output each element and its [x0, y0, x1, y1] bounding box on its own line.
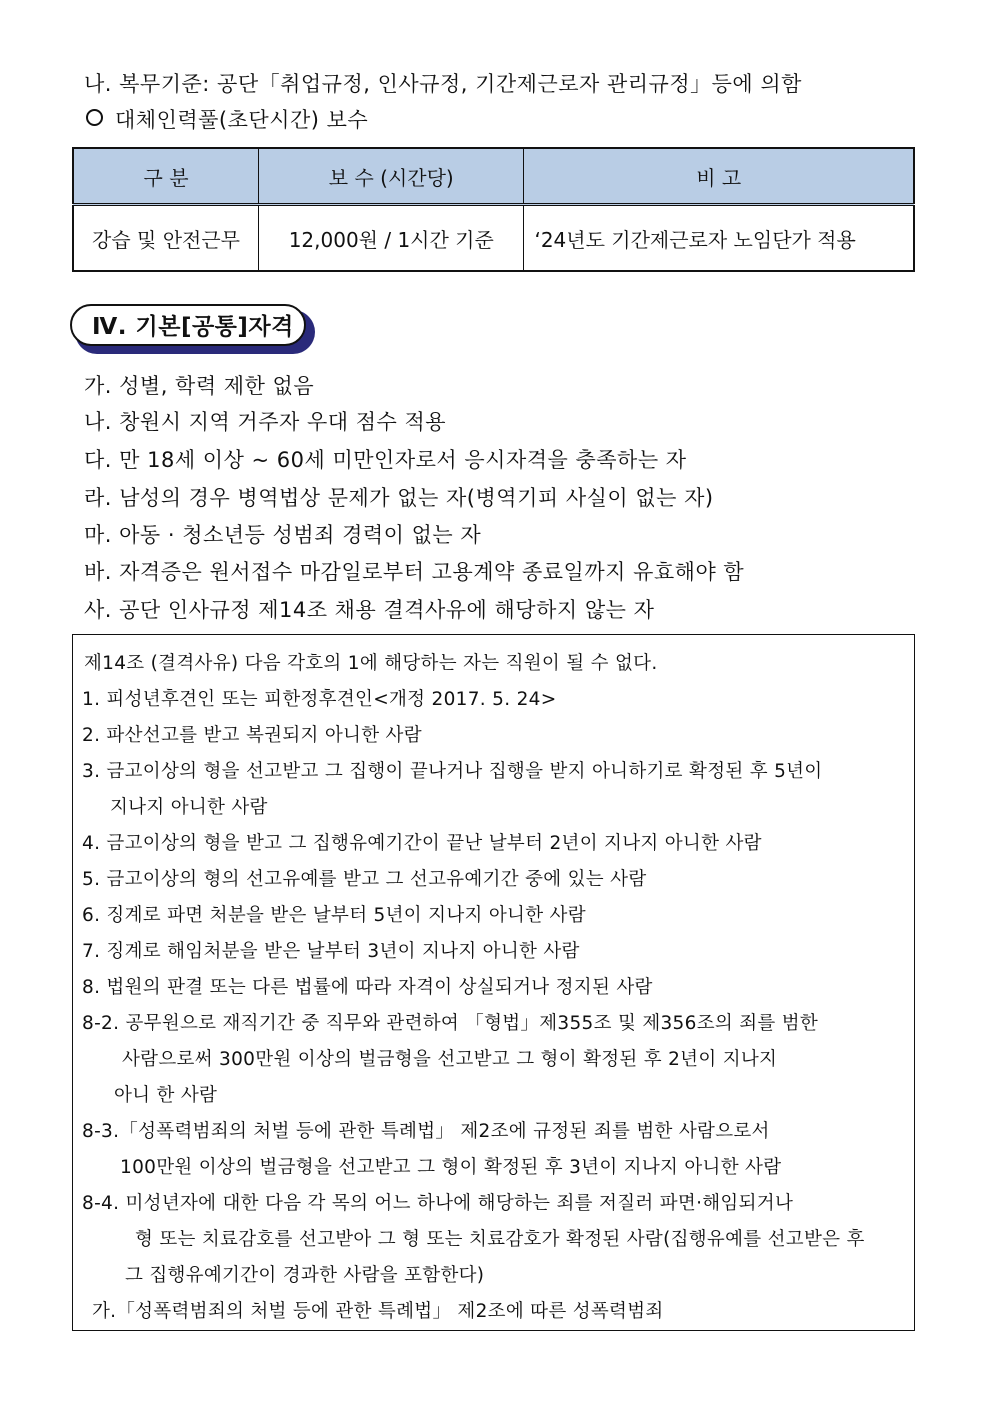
article-line: 2. 파산선고를 받고 복권되지 아니한 사람	[82, 725, 422, 746]
article-line: 8-3.「성폭력범죄의 처벌 등에 관한 특례법」 제2조에 규정된 죄를 범한 사람으로서	[82, 1121, 770, 1142]
pay-table-header: 구 분	[73, 148, 259, 205]
duty-standard-line: 나. 복무기준: 공단「취업규정, 인사규정, 기간제근로자 관리규정」등에 의함	[84, 72, 802, 96]
article-line: 형 또는 치료감호를 선고받아 그 형 또는 치료감호가 확정된 사람(집행유예를 선고받은 후	[135, 1229, 865, 1250]
article-line: 아니 한 사람	[114, 1085, 218, 1106]
article-line: 3. 금고이상의 형을 선고받고 그 집행이 끝나거나 집행을 받지 아니하기로 확정된 후 5년이	[82, 761, 823, 782]
qualification-item: 다. 만 18세 이상 ~ 60세 미만인자로서 응시자격을 충족하는 자	[84, 448, 687, 472]
pool-pay-line	[84, 104, 368, 134]
pay-table-header-row	[73, 148, 914, 205]
article-line: 8-2. 공무원으로 재직기간 중 직무와 관련하여 「형법」제355조 및 제356조의 죄를 범한	[82, 1013, 819, 1034]
qualification-item: 마. 아동 · 청소년등 성범죄 경력이 없는 자	[84, 523, 482, 547]
pay-table-cell: 강습 및 안전근무	[73, 205, 259, 272]
pay-table-header: 비 고	[524, 148, 914, 205]
qualification-item: 나. 창원시 지역 거주자 우대 점수 적용	[84, 410, 447, 434]
section-heading	[70, 304, 316, 356]
pay-table-row	[73, 205, 914, 272]
article-line: 8. 법원의 판결 또는 다른 법률에 따라 자격이 상실되거나 정지된 사람	[82, 977, 653, 998]
article-line: 그 집행유예기간이 경과한 사람을 포함한다)	[125, 1265, 485, 1286]
qualification-item: 라. 남성의 경우 병역법상 문제가 없는 자(병역기피 사실이 없는 자)	[84, 486, 714, 510]
article-line: 가.「성폭력범죄의 처벌 등에 관한 특례법」 제2조에 따른 성폭력범죄	[92, 1301, 664, 1322]
circle-bullet-icon	[86, 109, 103, 126]
article-line: 사람으로써 300만원 이상의 벌금형을 선고받고 그 형이 확정된 후 2년이 지나지	[122, 1049, 778, 1070]
article-line: 지나지 아니한 사람	[110, 797, 268, 818]
pool-pay-label: 대체인력풀(초단시간) 보수	[115, 108, 369, 132]
article-line: 5. 금고이상의 형의 선고유예를 받고 그 선고유예기간 중에 있는 사람	[82, 869, 647, 890]
qualification-item: 사. 공단 인사규정 제14조 채용 결격사유에 해당하지 않는 자	[84, 598, 655, 622]
article-line: 4. 금고이상의 형을 받고 그 집행유예기간이 끝난 날부터 2년이 지나지 아니한 사람	[82, 833, 762, 854]
pay-table-cell: 12,000원 / 1시간 기준	[259, 205, 524, 272]
pay-table-header: 보 수 (시간당)	[259, 148, 524, 205]
article-heading: 제14조 (결격사유) 다음 각호의 1에 해당하는 자는 직원이 될 수 없다.	[84, 653, 658, 674]
article-line: 7. 징계로 해임처분을 받은 날부터 3년이 지나지 아니한 사람	[82, 941, 580, 962]
article-line: 100만원 이상의 벌금형을 선고받고 그 형이 확정된 후 3년이 지나지 아니한 사람	[120, 1157, 782, 1178]
article-line: 6. 징계로 파면 처분을 받은 날부터 5년이 지나지 아니한 사람	[82, 905, 586, 926]
section-heading-title: Ⅳ. 기본[공통]자격	[70, 304, 306, 346]
article-14-box	[72, 634, 915, 1331]
article-line: 8-4. 미성년자에 대한 다음 각 목의 어느 하나에 해당하는 죄를 저질러 파면·해임되거나	[82, 1193, 794, 1214]
pay-table-cell: ‘24년도 기간제근로자 노임단가 적용	[524, 205, 914, 272]
qualification-item: 가. 성별, 학력 제한 없음	[84, 374, 315, 398]
pay-table	[72, 147, 915, 272]
article-line: 1. 피성년후견인 또는 피한정후견인<개정 2017. 5. 24>	[82, 689, 557, 710]
qualification-item: 바. 자격증은 원서접수 마감일로부터 고용계약 종료일까지 유효해야 함	[84, 560, 745, 584]
